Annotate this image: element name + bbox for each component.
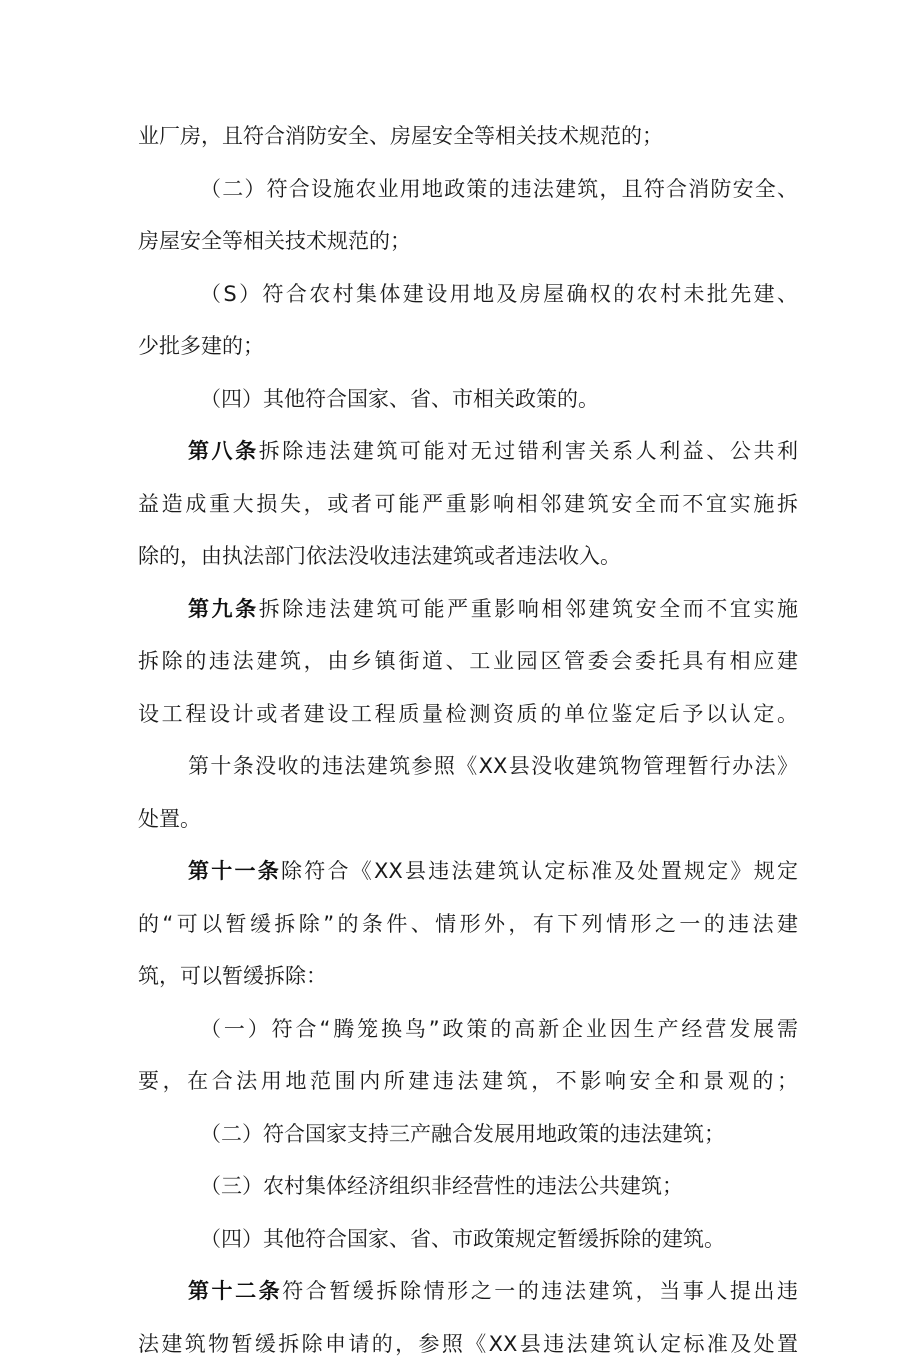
text-line — [200, 268, 798, 320]
text-line — [138, 950, 798, 1002]
text-line — [138, 215, 798, 267]
text-line — [138, 898, 798, 950]
article-number: 第十二条 — [188, 1279, 283, 1303]
line-text: 拆除违法建筑可能对无过错利害关系人利益、公共利 — [258, 439, 799, 463]
line-text: 处置。 — [138, 806, 201, 831]
text-line — [138, 110, 798, 162]
line-text: 拆除的违法建筑，由乡镇街道、工业园区管委会委托具有相应建 — [138, 649, 798, 673]
line-text: （四）其他符合国家、省、市政策规定暂缓拆除的建筑。 — [200, 1226, 725, 1251]
text-line — [188, 583, 798, 635]
line-text: 除符合《XX县违法建筑认定标准及处置规定》规定 — [281, 859, 798, 883]
text-line — [200, 163, 798, 215]
text-line — [200, 373, 798, 425]
line-text: （二）符合国家支持三产融合发展用地政策的违法建筑； — [200, 1121, 725, 1146]
line-text: 拆除违法建筑可能严重影响相邻建筑安全而不宜实施 — [258, 596, 799, 621]
text-line — [188, 425, 798, 477]
article-number: 第十一条 — [188, 859, 281, 883]
text-line — [200, 1108, 798, 1160]
line-text: 少批多建的； — [138, 334, 264, 358]
line-text: 第十条没收的违法建筑参照《XX县没收建筑物管理暂行办法》 — [188, 754, 798, 778]
line-text: 设工程设计或者建设工程质量检测资质的单位鉴定后予以认定。 — [138, 701, 798, 726]
text-line — [138, 688, 798, 740]
text-line — [188, 845, 798, 897]
text-line — [200, 1160, 798, 1212]
line-text: 法建筑物暂缓拆除申请的，参照《XX县违法建筑认定标准及处置 — [138, 1331, 798, 1356]
text-line — [138, 478, 798, 530]
line-text: 益造成重大损失，或者可能严重影响相邻建筑安全而不宜实施拆 — [138, 491, 798, 516]
line-text: （四）其他符合国家、省、市相关政策的。 — [200, 386, 599, 411]
text-line — [138, 635, 798, 687]
text-line — [200, 1213, 798, 1265]
line-text: （一）符合“腾笼换鸟”政策的高新企业因生产经营发展需 — [200, 1016, 798, 1041]
text-line — [138, 320, 798, 372]
line-text: 筑，可以暂缓拆除： — [138, 964, 327, 988]
text-line — [188, 740, 798, 792]
line-text: （S）符合农村集体建设用地及房屋确权的农村未批先建、 — [200, 281, 798, 306]
line-text: 符合暂缓拆除情形之一的违法建筑，当事人提出违 — [282, 1279, 799, 1303]
text-line — [200, 1003, 798, 1055]
text-line — [138, 793, 798, 845]
text-line — [188, 1265, 798, 1317]
line-text: 的“可以暂缓拆除”的条件、情形外，有下列情形之一的违法建 — [138, 911, 798, 936]
article-number: 第九条 — [188, 596, 259, 621]
text-line — [138, 1055, 798, 1107]
line-text: （三）农村集体经济组织非经营性的违法公共建筑； — [200, 1174, 683, 1198]
line-text: （二）符合设施农业用地政策的违法建筑，且符合消防安全、 — [200, 176, 798, 201]
line-text: 要，在合法用地范围内所建违法建筑，不影响安全和景观的； — [138, 1069, 798, 1093]
text-line — [138, 530, 798, 582]
text-line — [138, 1318, 798, 1370]
line-text: 业厂房，且符合消防安全、房屋安全等相关技术规范的； — [138, 124, 663, 148]
line-text: 除的，由执法部门依法没收违法建筑或者违法收入。 — [138, 544, 621, 568]
line-text: 房屋安全等相关技术规范的； — [138, 229, 411, 253]
article-number: 第八条 — [188, 439, 259, 463]
